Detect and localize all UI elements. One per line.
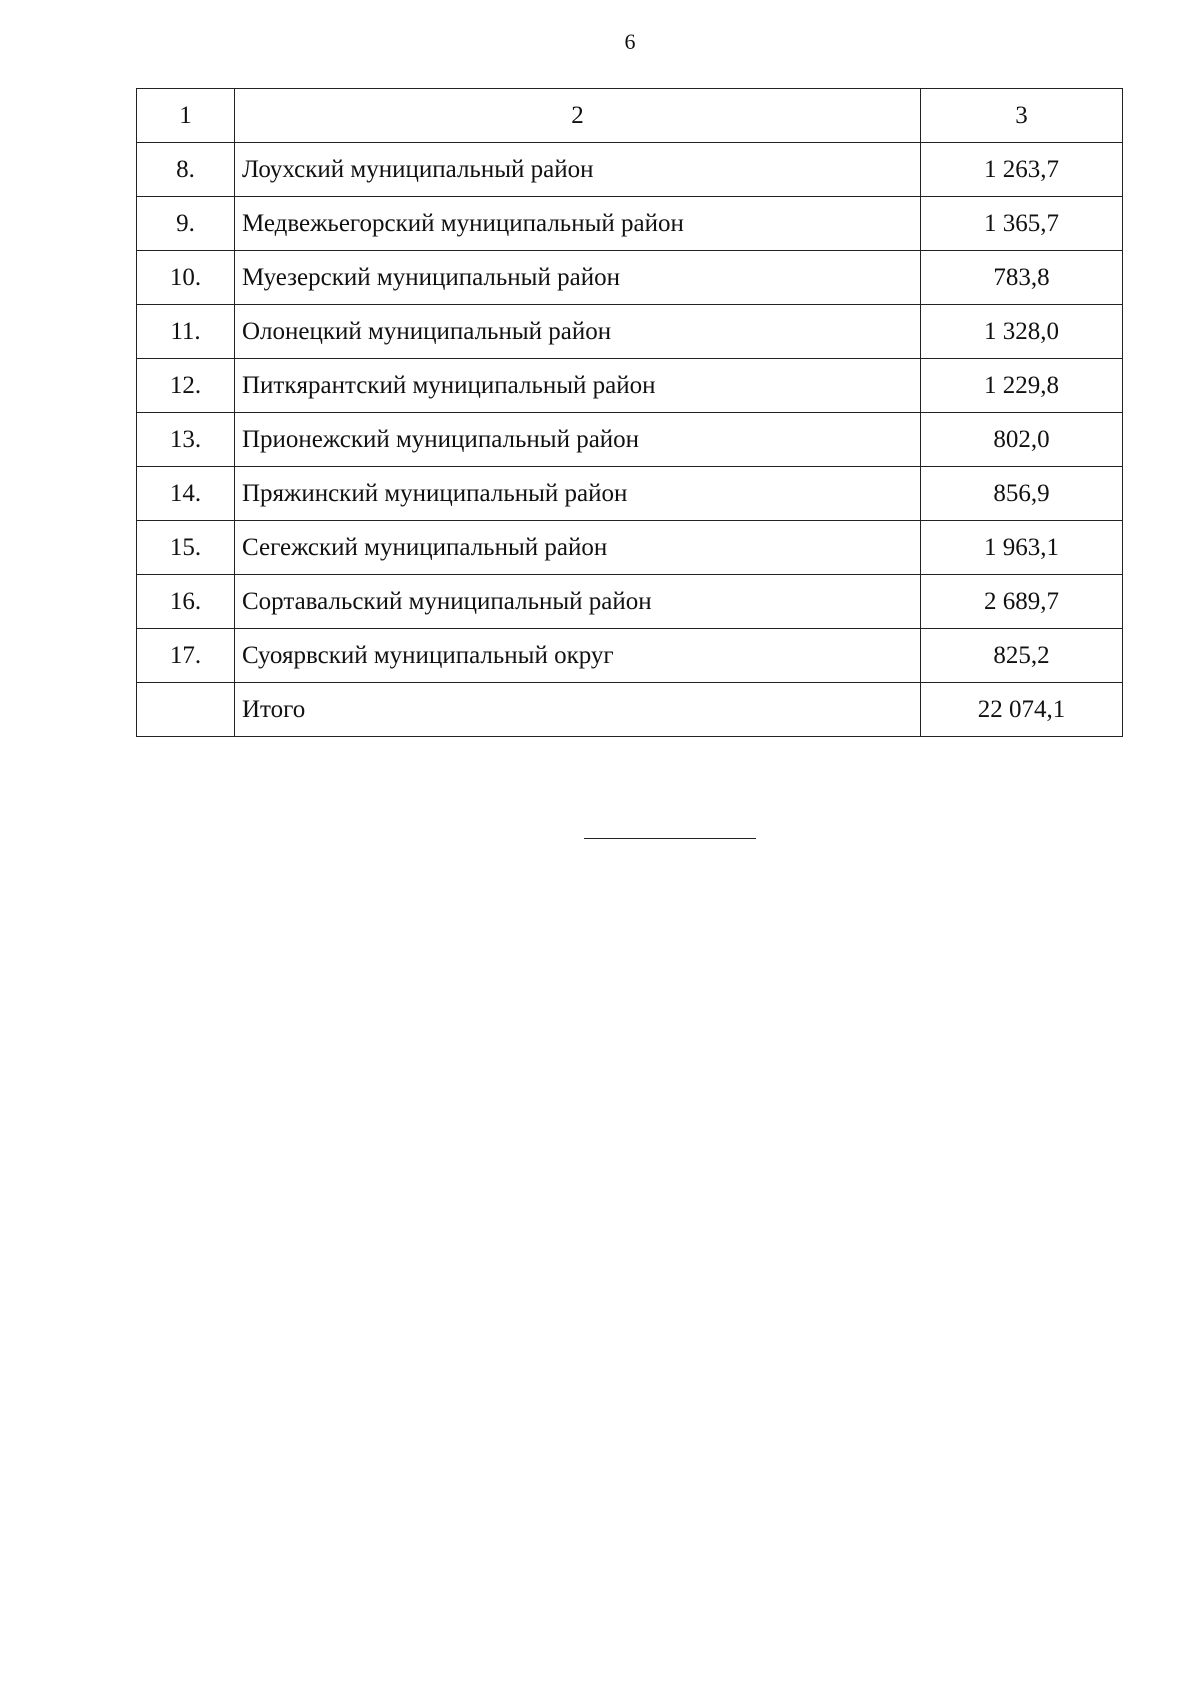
table-row xyxy=(137,197,1123,251)
row-number: 17. xyxy=(137,629,235,683)
table-row xyxy=(137,467,1123,521)
districts-table xyxy=(136,88,1123,737)
total-value: 22 074,1 xyxy=(921,683,1123,737)
district-name: Сортавальский муниципальный район xyxy=(235,575,921,629)
end-separator-line xyxy=(584,838,756,839)
district-name: Сегежский муниципальный район xyxy=(235,521,921,575)
page-number: 6 xyxy=(624,29,636,54)
district-name: Лоухский муниципальный район xyxy=(235,143,921,197)
row-number: 9. xyxy=(137,197,235,251)
header-cell-1: 1 xyxy=(137,89,235,143)
district-value: 783,8 xyxy=(921,251,1123,305)
district-value: 1 229,8 xyxy=(921,359,1123,413)
district-value: 825,2 xyxy=(921,629,1123,683)
row-number: 10. xyxy=(137,251,235,305)
row-number: 13. xyxy=(137,413,235,467)
district-value: 1 263,7 xyxy=(921,143,1123,197)
table-row xyxy=(137,143,1123,197)
table-row xyxy=(137,305,1123,359)
table-row xyxy=(137,251,1123,305)
district-value: 2 689,7 xyxy=(921,575,1123,629)
row-number: 11. xyxy=(137,305,235,359)
table-row xyxy=(137,521,1123,575)
table-total-row xyxy=(137,683,1123,737)
district-value: 1 328,0 xyxy=(921,305,1123,359)
district-name: Пряжинский муниципальный район xyxy=(235,467,921,521)
district-value: 1 963,1 xyxy=(921,521,1123,575)
district-name: Муезерский муниципальный район xyxy=(235,251,921,305)
district-name: Медвежьегорский муниципальный район xyxy=(235,197,921,251)
total-row-number xyxy=(137,683,235,737)
district-name: Суоярвский муниципальный округ xyxy=(235,629,921,683)
row-number: 8. xyxy=(137,143,235,197)
district-name: Олонецкий муниципальный район xyxy=(235,305,921,359)
row-number: 12. xyxy=(137,359,235,413)
total-label: Итого xyxy=(235,683,921,737)
table-header-row xyxy=(137,89,1123,143)
header-cell-2: 2 xyxy=(235,89,921,143)
row-number: 14. xyxy=(137,467,235,521)
row-number: 16. xyxy=(137,575,235,629)
district-value: 1 365,7 xyxy=(921,197,1123,251)
table-row xyxy=(137,629,1123,683)
table-row xyxy=(137,413,1123,467)
district-name: Прионежский муниципальный район xyxy=(235,413,921,467)
row-number: 15. xyxy=(137,521,235,575)
table-row xyxy=(137,575,1123,629)
header-cell-3: 3 xyxy=(921,89,1123,143)
table-row xyxy=(137,359,1123,413)
district-value: 856,9 xyxy=(921,467,1123,521)
district-name: Питкярантский муниципальный район xyxy=(235,359,921,413)
district-value: 802,0 xyxy=(921,413,1123,467)
